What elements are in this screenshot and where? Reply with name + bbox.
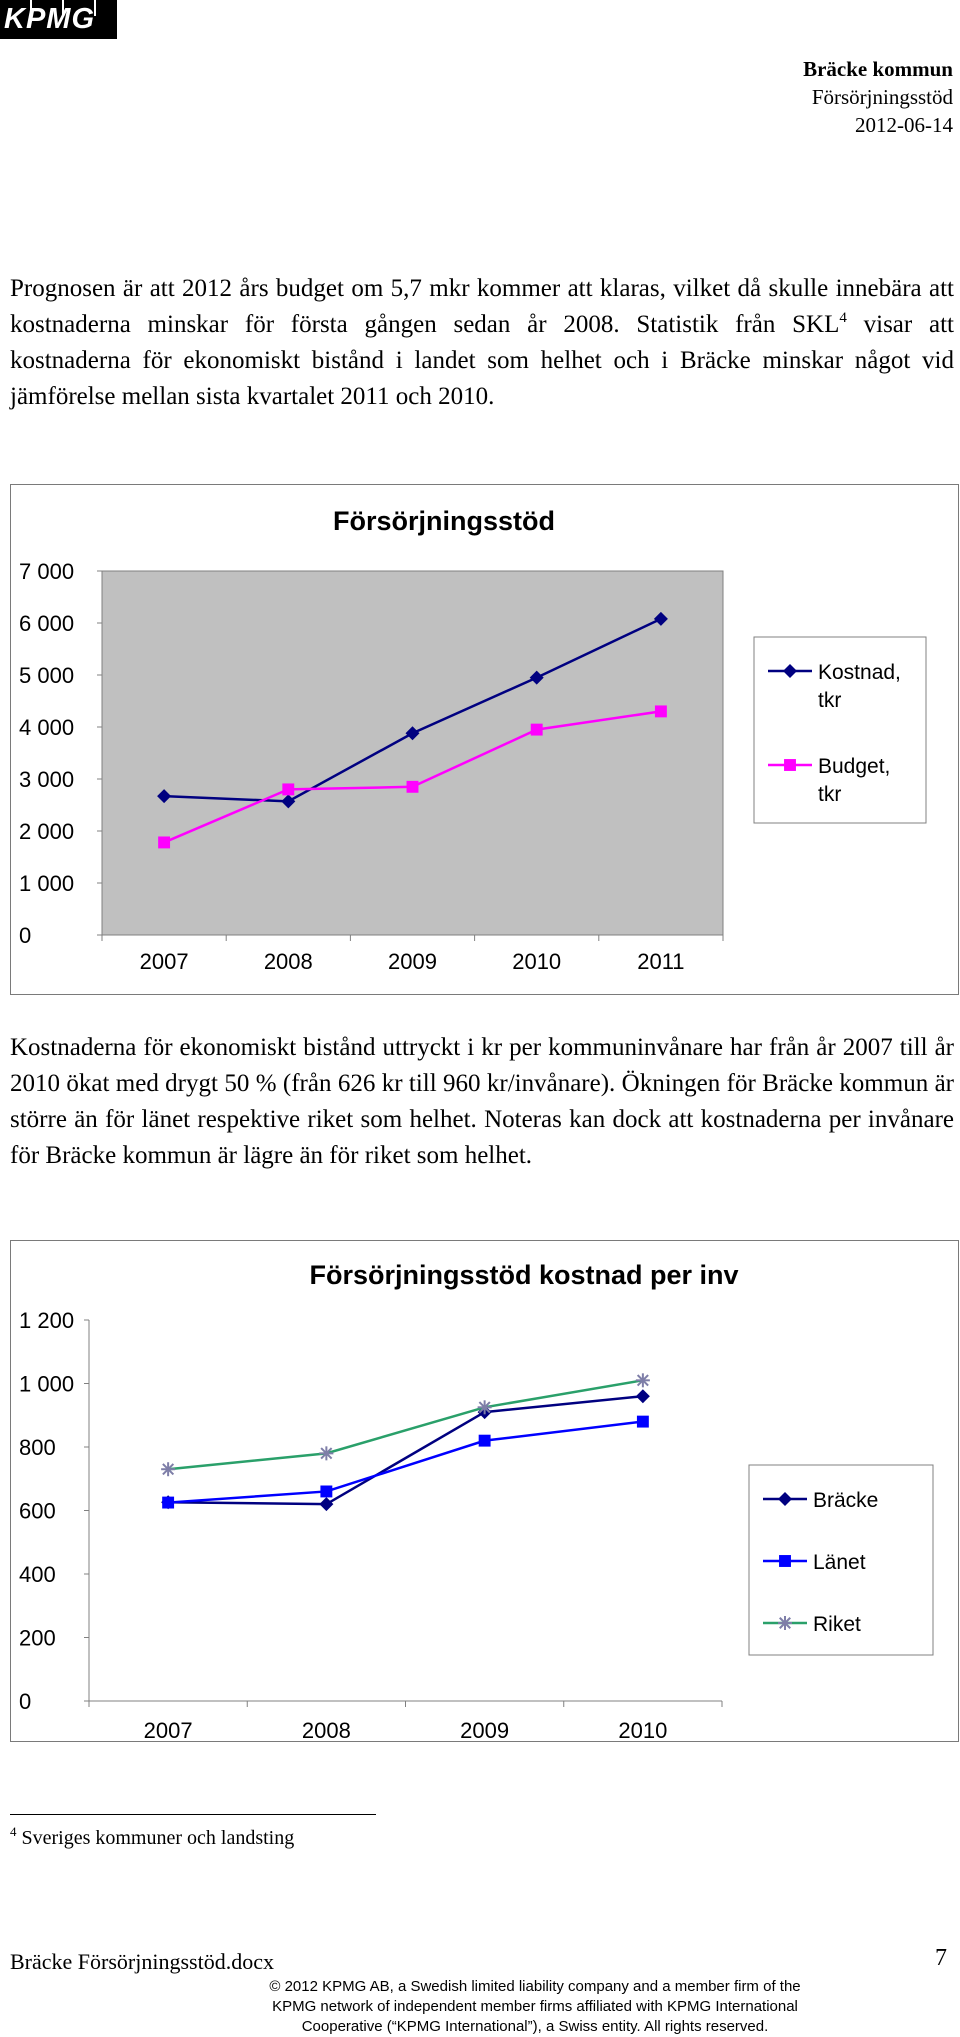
data-point-star — [636, 1373, 650, 1387]
data-point-square — [531, 724, 543, 736]
legend-label: Länet — [813, 1551, 866, 1574]
series-line — [168, 1380, 643, 1469]
y-tick-label: 1 000 — [19, 1371, 75, 1397]
paragraph-text: Prognosen är att 2012 års budget om 5,7 mkr kommer att klaras, vilket då skulle innebära att kostnaderna minskar för första gången sedan år 2008. Statistik från SKL — [10, 275, 954, 338]
x-tick-label: 2007 — [143, 1718, 193, 1741]
x-tick-label: 2008 — [301, 1718, 351, 1741]
legend-label: tkr — [818, 783, 842, 806]
y-tick-label: 4 000 — [19, 715, 75, 740]
chart-svg — [11, 1241, 958, 1741]
data-point-square — [779, 1555, 791, 1567]
data-point-square — [320, 1486, 332, 1498]
plot-area — [102, 571, 723, 935]
data-point-square — [784, 759, 796, 771]
header-subject: Försörjningsstöd — [811, 85, 953, 109]
data-point-square — [282, 783, 294, 795]
x-tick-label: 2007 — [139, 949, 189, 974]
x-tick-label: 2008 — [263, 949, 313, 974]
y-tick-label: 200 — [19, 1625, 56, 1651]
x-tick-label: 2010 — [512, 949, 562, 974]
paragraph-prognosis — [10, 271, 954, 415]
x-tick-label: 2009 — [460, 1718, 510, 1741]
footnote-separator — [10, 1814, 376, 1815]
data-point-square — [655, 705, 667, 717]
legend-label: Riket — [813, 1613, 861, 1636]
data-point-star — [478, 1400, 492, 1414]
chart-svg — [11, 485, 958, 994]
chart-title: Försörjningsstöd — [333, 506, 555, 536]
data-point-star — [161, 1462, 175, 1476]
footer-filename: Bräcke Försörjningsstöd.docx — [10, 1949, 274, 1974]
y-tick-label: 800 — [19, 1435, 56, 1460]
page-number: 7 — [935, 1945, 947, 1971]
y-tick-label: 6 000 — [19, 611, 75, 636]
data-point-diamond — [319, 1497, 333, 1511]
kpmg-logo — [0, 0, 117, 39]
series-line — [168, 1396, 643, 1504]
footnote-ref: 4 — [839, 310, 847, 326]
y-tick-label: 400 — [19, 1562, 56, 1587]
legend-label: tkr — [818, 689, 842, 712]
y-tick-label: 7 000 — [19, 559, 75, 584]
legend-label: Kostnad, — [818, 661, 901, 684]
y-tick-label: 1 000 — [19, 871, 75, 896]
header-org: Bräcke kommun — [803, 57, 953, 81]
data-point-square — [479, 1435, 491, 1447]
footnote — [10, 1824, 295, 1850]
data-point-square — [158, 836, 170, 848]
y-tick-label: 600 — [19, 1498, 56, 1524]
chart-cost-per-inv — [10, 1240, 959, 1742]
data-point-square — [637, 1416, 649, 1428]
copyright-line: © 2012 KPMG AB, a Swedish limited liability company and a member firm of the — [269, 1978, 801, 1995]
copyright-line: Cooperative (“KPMG International”), a Swiss entity. All rights reserved. — [301, 2018, 769, 2035]
paragraph-costs-per-inhabitant: Kostnaderna för ekonomiskt bistånd uttryckt i kr per kommuninvånare har från år 2007 till år 2010 ökat med drygt 50 % (från 626 kr till 960 kr/invånare). Ökningen för Bräcke kommun är större än för länet respektive riket som helhet. Noteras kan dock att kostnaderna per invånare för Bräcke kommun är lägre än för riket som helhet. — [10, 1034, 954, 1169]
series-group — [161, 1389, 650, 1511]
data-point-square — [162, 1497, 174, 1509]
footnote-text: Sveriges kommuner och landsting — [21, 1827, 295, 1849]
y-tick-label: 0 — [19, 923, 32, 948]
series-group — [161, 1373, 650, 1476]
y-tick-label: 1 200 — [19, 1308, 75, 1333]
document-header — [803, 55, 953, 139]
legend-label: Bräcke — [813, 1489, 879, 1512]
y-tick-label: 2 000 — [19, 819, 75, 844]
data-point-diamond — [636, 1389, 650, 1403]
header-date: 2012-06-14 — [855, 113, 953, 137]
footer-copyright — [230, 1977, 840, 2037]
legend-label: Budget, — [818, 755, 891, 778]
y-tick-label: 5 000 — [19, 663, 75, 688]
data-point-square — [407, 781, 419, 793]
footnote-number: 4 — [10, 1824, 17, 1839]
x-tick-label: 2009 — [388, 949, 437, 974]
x-tick-label: 2011 — [637, 949, 685, 974]
chart-title: Försörjningsstöd kostnad per inv — [309, 1260, 739, 1290]
data-point-star — [778, 1616, 792, 1630]
y-tick-label: 3 000 — [19, 767, 75, 792]
paragraph-text: visar att kostnaderna för ekonomiskt bistånd i landet som helhet och i Bräcke minskar något vid jämförelse mellan sista kvartalet 2011 och 2010. — [10, 311, 954, 410]
x-tick-label: 2010 — [618, 1718, 668, 1741]
copyright-line: KPMG network of independent member firms affiliated with KPMG International — [272, 1998, 798, 2015]
data-point-star — [319, 1446, 333, 1460]
y-tick-label: 0 — [19, 1689, 32, 1714]
logo-text: KPMG — [4, 3, 95, 35]
chart-forsorjningsstod — [10, 484, 959, 995]
